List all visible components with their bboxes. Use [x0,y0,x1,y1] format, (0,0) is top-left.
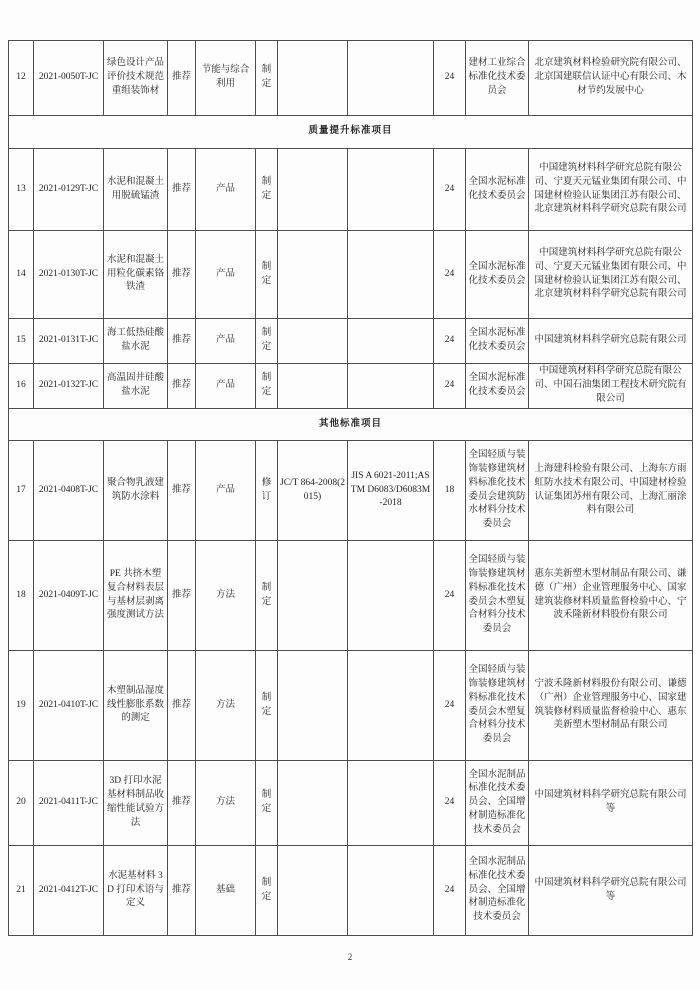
standards-table [8,40,693,936]
cell-project-code: 2021-0130T-JC [34,231,104,319]
cell-formulate-revise: 制定 [256,319,278,364]
cell-adopted-intl-standard [348,651,434,761]
cell-nature: 推荐 [168,364,196,409]
cell-project-name: 绿色设计产品评价技术规范 重组装饰材 [104,41,168,116]
cell-category: 方法 [196,761,256,846]
cell-project-code: 2021-0131T-JC [34,319,104,364]
table-row [9,149,693,231]
cell-technical-committee: 全国水泥标准化技术委员会 [466,231,529,319]
cell-technical-committee: 全国水泥标准化技术委员会 [466,149,529,231]
cell-revised-standard-no [278,541,348,651]
cell-technical-committee: 全国轻质与装饰装修建筑材料标准化技术委员会建筑防水材料分技术委员会 [466,441,529,541]
cell-nature: 推荐 [168,761,196,846]
cell-revised-standard-no [278,41,348,116]
cell-formulate-revise: 制定 [256,364,278,409]
cell-adopted-intl-standard [348,846,434,936]
cell-revised-standard-no [278,149,348,231]
cell-adopted-intl-standard [348,149,434,231]
section-header-row [9,409,693,441]
cell-formulate-revise: 制定 [256,761,278,846]
cell-drafting-units: 上海建科检验有限公司、上海东方雨虹防水技术有限公司、中国建材检验认证集团苏州有限公司、上海汇丽涂料有限公司 [529,441,693,541]
cell-completion-period: 24 [434,364,466,409]
table-body [9,41,693,936]
table-row [9,41,693,116]
cell-formulate-revise: 制定 [256,231,278,319]
table-row [9,846,693,936]
cell-project-code: 2021-0410T-JC [34,651,104,761]
cell-project-name: 高温固井硅酸盐水泥 [104,364,168,409]
cell-drafting-units: 宁波禾隆新材料股份有限公司、谦德（广州）企业管理服务中心、国家建筑装修材料质量监督检验中心、惠东美新塑木型材制品有限公司 [529,651,693,761]
cell-project-name: 水泥和混凝土用脱硫锰渣 [104,149,168,231]
cell-project-name: 聚合物乳液建筑防水涂料 [104,441,168,541]
cell-revised-standard-no [278,231,348,319]
cell-adopted-intl-standard [348,231,434,319]
cell-category: 节能与综合利用 [196,41,256,116]
cell-nature: 推荐 [168,651,196,761]
section-header-label: 其他标准项目 [9,409,693,441]
cell-project-name: 水泥基材料 3D 打印术语与定义 [104,846,168,936]
cell-formulate-revise: 制定 [256,846,278,936]
table-row [9,364,693,409]
cell-project-name: 海工低热硅酸盐水泥 [104,319,168,364]
cell-category: 产品 [196,149,256,231]
cell-completion-period: 24 [434,761,466,846]
cell-formulate-revise: 修订 [256,441,278,541]
cell-revised-standard-no: JC/T 864-2008(2015) [278,441,348,541]
cell-category: 产品 [196,364,256,409]
cell-project-code: 2021-0412T-JC [34,846,104,936]
cell-project-code: 2021-0408T-JC [34,441,104,541]
cell-drafting-units: 中国建筑材料科学研究总院有限公司、宁夏天元锰业集团有限公司、中国建材检验认证集团江苏有限公司、北京建筑材料科学研究总院有限公司 [529,149,693,231]
cell-completion-period: 24 [434,149,466,231]
section-header-row [9,116,693,149]
cell-revised-standard-no [278,846,348,936]
cell-seq: 18 [9,541,34,651]
cell-drafting-units: 中国建筑材料科学研究总院有限公司等 [529,761,693,846]
cell-technical-committee: 全国轻质与装饰装修建筑材料标准化技术委员会木塑复合材料分技术委员会 [466,651,529,761]
cell-revised-standard-no [278,319,348,364]
cell-revised-standard-no [278,651,348,761]
cell-drafting-units: 中国建筑材料科学研究总院有限公司 [529,319,693,364]
cell-formulate-revise: 制定 [256,149,278,231]
table-row [9,651,693,761]
cell-technical-committee: 建材工业综合标准化技术委员会 [466,41,529,116]
cell-drafting-units: 中国建筑材料科学研究总院有限公司、中国石油集团工程技术研究院有限公司 [529,364,693,409]
cell-technical-committee: 全国水泥制品标准化技术委员会、全国增材制造标准化技术委员会 [466,761,529,846]
cell-nature: 推荐 [168,441,196,541]
cell-adopted-intl-standard [348,541,434,651]
cell-seq: 14 [9,231,34,319]
cell-formulate-revise: 制定 [256,651,278,761]
cell-project-code: 2021-0050T-JC [34,41,104,116]
cell-drafting-units: 北京建筑材料检验研究院有限公司、北京国建联信认证中心有限公司、木材节约发展中心 [529,41,693,116]
cell-seq: 13 [9,149,34,231]
table-row [9,319,693,364]
cell-nature: 推荐 [168,41,196,116]
cell-adopted-intl-standard [348,761,434,846]
cell-nature: 推荐 [168,846,196,936]
cell-drafting-units: 中国建筑材料科学研究总院有限公司、宁夏天元锰业集团有限公司、中国建材检验认证集团江苏有限公司、北京建筑材料科学研究总院有限公司 [529,231,693,319]
cell-nature: 推荐 [168,149,196,231]
cell-completion-period: 24 [434,541,466,651]
cell-adopted-intl-standard [348,364,434,409]
cell-completion-period: 24 [434,231,466,319]
cell-completion-period: 24 [434,651,466,761]
cell-seq: 17 [9,441,34,541]
cell-technical-committee: 全国水泥标准化技术委员会 [466,319,529,364]
cell-seq: 19 [9,651,34,761]
cell-completion-period: 24 [434,846,466,936]
cell-completion-period: 18 [434,441,466,541]
cell-technical-committee: 全国水泥标准化技术委员会 [466,364,529,409]
table-row [9,441,693,541]
cell-completion-period: 24 [434,319,466,364]
cell-category: 产品 [196,231,256,319]
table-row [9,761,693,846]
cell-project-name: PE 共挤木塑复合材料表层与基材层剥离强度测试方法 [104,541,168,651]
cell-category: 产品 [196,441,256,541]
cell-adopted-intl-standard [348,319,434,364]
cell-project-name: 水泥和混凝土用粒化碳素铬铁渣 [104,231,168,319]
cell-project-code: 2021-0411T-JC [34,761,104,846]
cell-category: 基础 [196,846,256,936]
section-header-label: 质量提升标准项目 [9,116,693,149]
cell-formulate-revise: 制定 [256,541,278,651]
cell-nature: 推荐 [168,231,196,319]
cell-revised-standard-no [278,761,348,846]
cell-category: 产品 [196,319,256,364]
cell-project-code: 2021-0409T-JC [34,541,104,651]
cell-formulate-revise: 制定 [256,41,278,116]
cell-technical-committee: 全国水泥制品标准化技术委员会、全国增材制造标准化技术委员会 [466,846,529,936]
cell-seq: 15 [9,319,34,364]
table-row [9,541,693,651]
cell-nature: 推荐 [168,319,196,364]
cell-nature: 推荐 [168,541,196,651]
table-row [9,231,693,319]
cell-category: 方法 [196,651,256,761]
cell-project-name: 木塑制品湿度线性膨胀系数的测定 [104,651,168,761]
cell-project-name: 3D 打印水泥基材料制品收缩性能试验方法 [104,761,168,846]
cell-adopted-intl-standard [348,41,434,116]
cell-category: 方法 [196,541,256,651]
cell-drafting-units: 中国建筑材料科学研究总院有限公司等 [529,846,693,936]
cell-revised-standard-no [278,364,348,409]
cell-project-code: 2021-0132T-JC [34,364,104,409]
cell-seq: 20 [9,761,34,846]
cell-project-code: 2021-0129T-JC [34,149,104,231]
cell-seq: 16 [9,364,34,409]
cell-seq: 21 [9,846,34,936]
cell-drafting-units: 惠东美新塑木型材制品有限公司、谦德（广州）企业管理服务中心、国家建筑装修材料质量监督检验中心、宁波禾隆新材料股份有限公司 [529,541,693,651]
page-number: 2 [347,952,353,962]
cell-adopted-intl-standard: JIS A 6021-2011;ASTM D6083/D6083M-2018 [348,441,434,541]
cell-technical-committee: 全国轻质与装饰装修建筑材料标准化技术委员会木塑复合材料分技术委员会 [466,541,529,651]
cell-seq: 12 [9,41,34,116]
cell-completion-period: 24 [434,41,466,116]
